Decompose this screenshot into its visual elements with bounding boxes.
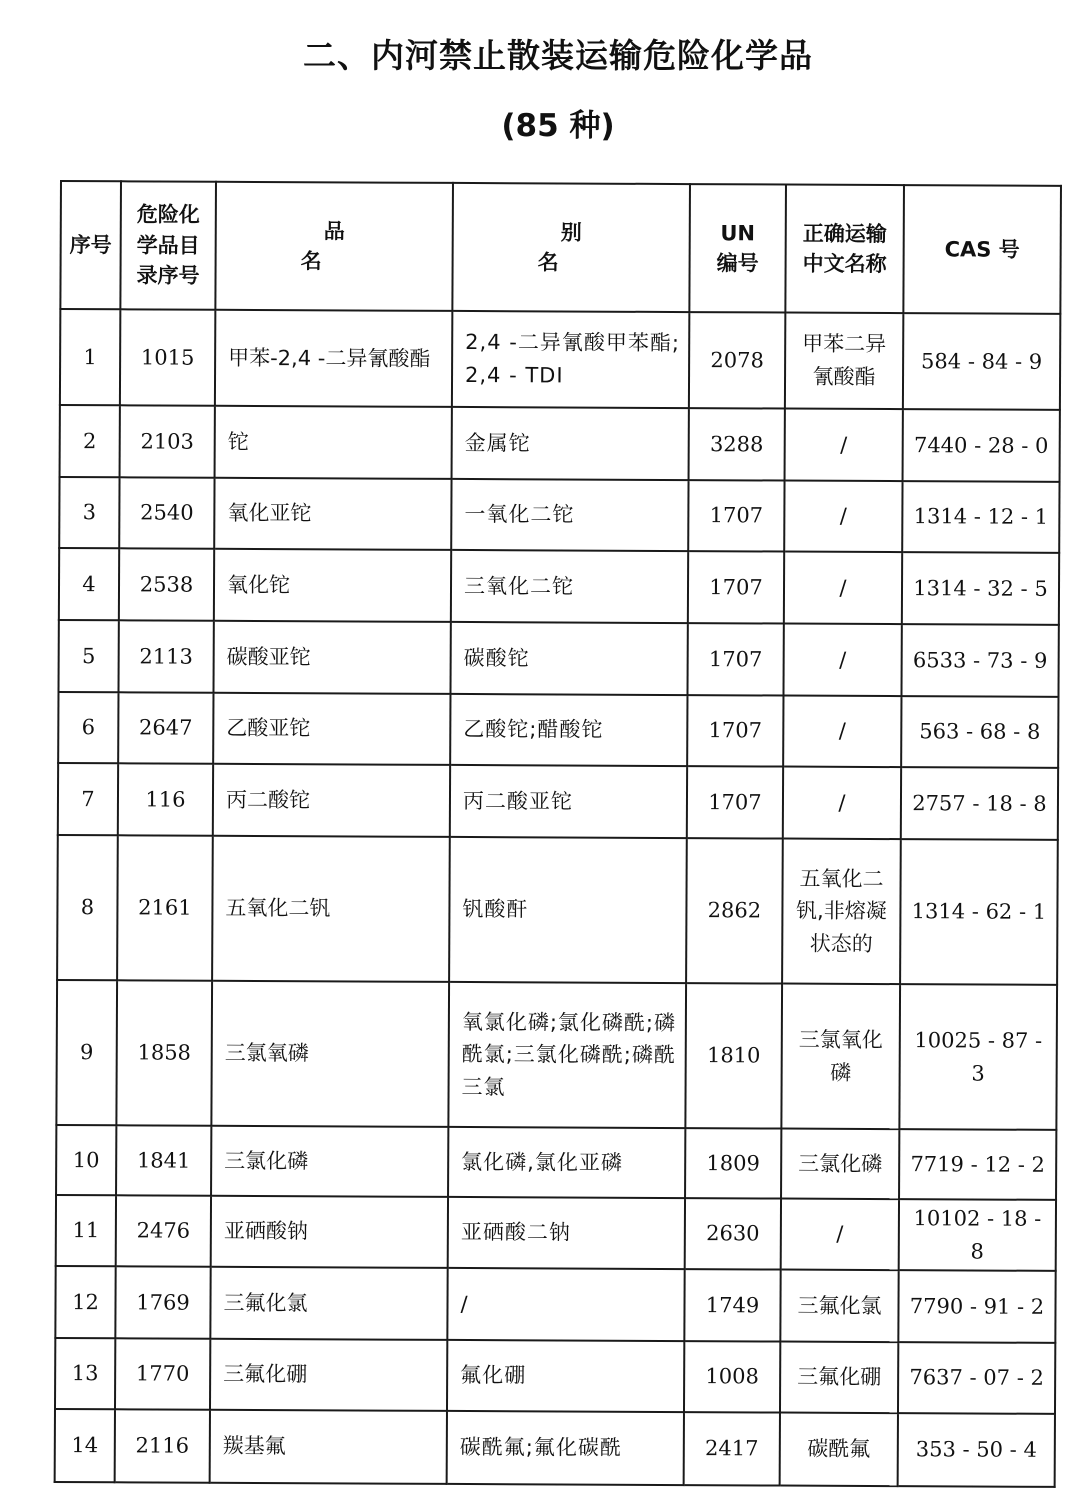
- cell-transport-name: 三氟化氯: [780, 1270, 898, 1343]
- cell-transport-name: 三氟化硼: [780, 1342, 898, 1414]
- cell-cas-no: 10025 - 87 - 3: [899, 984, 1057, 1130]
- cell-un-no: 1707: [687, 766, 783, 838]
- cell-transport-name: /: [785, 409, 903, 482]
- table-row: [57, 835, 1058, 985]
- cell-product-name: 乙酸亚铊: [213, 693, 450, 765]
- cell-transport-name: 五氧化二钒,非熔凝状态的: [782, 839, 901, 985]
- header-seq: 序号: [60, 181, 121, 309]
- cell-catalog-no: 2647: [118, 692, 213, 763]
- cell-product-name: 羰基氟: [210, 1410, 447, 1484]
- cell-alias: 亚硒酸二钠: [448, 1197, 685, 1269]
- table-row: [55, 1338, 1055, 1414]
- table-body: [55, 309, 1061, 1487]
- table-header: [60, 181, 1061, 314]
- cell-alias: 一氧化二铊: [451, 479, 688, 551]
- document-title: 二、内河禁止散装运输危险化学品: [303, 36, 813, 75]
- table-row: [59, 548, 1059, 625]
- cell-catalog-no: 2538: [119, 548, 214, 620]
- cell-alias: 碳酸铊: [450, 622, 687, 695]
- cell-alias: 乙酸铊;醋酸铊: [450, 694, 687, 766]
- cell-cas-no: 1314 - 12 - 1: [902, 481, 1059, 553]
- cell-catalog-no: 1015: [120, 309, 215, 405]
- table-row: [58, 620, 1058, 697]
- cell-product-name: 氧化铊: [214, 549, 451, 622]
- cell-alias: 钒酸酐: [449, 837, 687, 983]
- cell-cas-no: 7790 - 91 - 2: [898, 1270, 1055, 1343]
- table-row: [56, 980, 1057, 1130]
- cell-transport-name: /: [783, 624, 901, 697]
- cell-catalog-no: 2113: [118, 620, 213, 692]
- cell-transport-name: /: [784, 552, 902, 625]
- cell-seq: 4: [59, 548, 119, 620]
- cell-un-no: 1707: [687, 623, 783, 695]
- cell-product-name: 铊: [215, 406, 452, 479]
- cell-seq: 12: [55, 1266, 115, 1338]
- document-subtitle: (85 种): [501, 108, 615, 144]
- cell-product-name: 三氯氧磷: [211, 981, 449, 1127]
- cell-seq: 1: [60, 309, 120, 405]
- cell-catalog-no: 1858: [116, 980, 212, 1125]
- table-row: [55, 1409, 1055, 1487]
- cell-product-name: 丙二酸铊: [213, 764, 450, 837]
- table-row: [58, 763, 1058, 840]
- cell-seq: 8: [57, 835, 118, 980]
- header-transport-name: 正确运输中文名称: [785, 185, 904, 314]
- cell-seq: 7: [58, 763, 118, 835]
- header-product-name: 品 名: [215, 182, 453, 311]
- cell-transport-name: 三氯化磷: [781, 1129, 899, 1200]
- cell-transport-name: /: [781, 1199, 899, 1271]
- chemicals-table: [54, 180, 1062, 1488]
- cell-transport-name: 三氯氧化磷: [781, 984, 900, 1130]
- cell-seq: 13: [55, 1338, 115, 1409]
- cell-un-no: 2078: [689, 312, 785, 408]
- header-cas-no: CAS 号: [903, 185, 1061, 314]
- cell-cas-no: 6533 - 73 - 9: [901, 624, 1058, 697]
- cell-alias: 丙二酸亚铊: [450, 765, 687, 838]
- cell-product-name: 甲苯-2,4 -二异氰酸酯: [215, 310, 452, 407]
- cell-cas-no: 2757 - 18 - 8: [901, 767, 1058, 840]
- cell-alias: 碳酰氟;氟化碳酰: [447, 1411, 684, 1485]
- cell-seq: 3: [59, 477, 119, 548]
- cell-transport-name: /: [783, 767, 901, 840]
- cell-catalog-no: 2161: [117, 835, 213, 980]
- table-row: [60, 405, 1060, 482]
- cell-catalog-no: 116: [118, 763, 213, 835]
- cell-catalog-no: 1841: [116, 1125, 211, 1195]
- header-catalog-no: 危险化学品目录序号: [120, 181, 216, 309]
- cell-product-name: 三氟化硼: [210, 1339, 447, 1411]
- cell-cas-no: 7637 - 07 - 2: [898, 1342, 1055, 1414]
- cell-transport-name: /: [784, 481, 902, 553]
- cell-alias: 金属铊: [452, 407, 689, 480]
- table-row: [55, 1266, 1055, 1343]
- cell-un-no: 1707: [688, 551, 784, 623]
- cell-un-no: 2417: [684, 1412, 780, 1485]
- cell-catalog-no: 2540: [119, 477, 214, 548]
- cell-seq: 6: [58, 692, 118, 763]
- table-row: [56, 1195, 1056, 1271]
- cell-catalog-no: 1769: [115, 1266, 210, 1338]
- cell-un-no: 1707: [687, 695, 783, 766]
- header-alias: 别 名: [452, 183, 690, 312]
- cell-transport-name: 碳酰氟: [780, 1413, 898, 1487]
- cell-product-name: 三氟化氯: [210, 1267, 447, 1340]
- cell-cas-no: 563 - 68 - 8: [901, 696, 1058, 768]
- cell-un-no: 3288: [689, 408, 785, 480]
- cell-transport-name: 甲苯二异氰酸酯: [785, 313, 903, 410]
- cell-product-name: 亚硒酸钠: [211, 1196, 448, 1268]
- cell-transport-name: /: [783, 696, 901, 768]
- cell-product-name: 五氧化二钒: [212, 836, 450, 982]
- cell-un-no: 1008: [684, 1341, 780, 1412]
- cell-seq: 2: [60, 405, 120, 477]
- header-un-no: UN编号: [689, 184, 786, 312]
- cell-alias: 2,4 -二异氰酸甲苯酯;2,4 - TDI: [452, 311, 689, 408]
- cell-cas-no: 7719 - 12 - 2: [899, 1129, 1056, 1200]
- cell-catalog-no: 2103: [120, 405, 215, 477]
- table-row: [56, 1125, 1056, 1200]
- cell-alias: 三氧化二铊: [451, 550, 688, 623]
- cell-un-no: 2862: [686, 838, 783, 983]
- cell-seq: 9: [56, 980, 117, 1125]
- cell-cas-no: 7440 - 28 - 0: [903, 409, 1060, 482]
- cell-cas-no: 353 - 50 - 4: [898, 1413, 1055, 1487]
- cell-seq: 5: [58, 620, 118, 692]
- cell-cas-no: 1314 - 32 - 5: [902, 552, 1059, 625]
- cell-catalog-no: 1770: [115, 1338, 210, 1409]
- cell-cas-no: 1314 - 62 - 1: [900, 839, 1058, 985]
- header-row: [60, 181, 1061, 314]
- cell-product-name: 碳酸亚铊: [213, 621, 450, 694]
- cell-seq: 10: [56, 1125, 116, 1195]
- cell-product-name: 氧化亚铊: [214, 478, 451, 550]
- cell-un-no: 1749: [684, 1269, 780, 1341]
- cell-product-name: 三氯化磷: [211, 1126, 448, 1197]
- cell-un-no: 1809: [685, 1128, 781, 1198]
- cell-alias: 氧氯化磷;氯化磷酰;磷酰氯;三氯化磷酰;磷酰三氯: [448, 982, 686, 1128]
- cell-catalog-no: 2476: [116, 1195, 211, 1266]
- cell-seq: 14: [55, 1409, 115, 1482]
- cell-seq: 11: [56, 1195, 116, 1266]
- cell-alias: 氯化磷,氯化亚磷: [448, 1127, 685, 1198]
- cell-catalog-no: 2116: [115, 1409, 210, 1482]
- table-row: [59, 477, 1059, 553]
- cell-un-no: 2630: [685, 1198, 781, 1269]
- cell-un-no: 1810: [685, 983, 782, 1128]
- cell-alias: /: [447, 1268, 684, 1341]
- cell-cas-no: 584 - 84 - 9: [903, 313, 1060, 410]
- table-row: [58, 692, 1058, 768]
- cell-alias: 氟化硼: [447, 1340, 684, 1412]
- cell-un-no: 1707: [688, 480, 784, 551]
- table-row: [60, 309, 1060, 410]
- cell-cas-no: 10102 - 18 - 8: [899, 1199, 1056, 1271]
